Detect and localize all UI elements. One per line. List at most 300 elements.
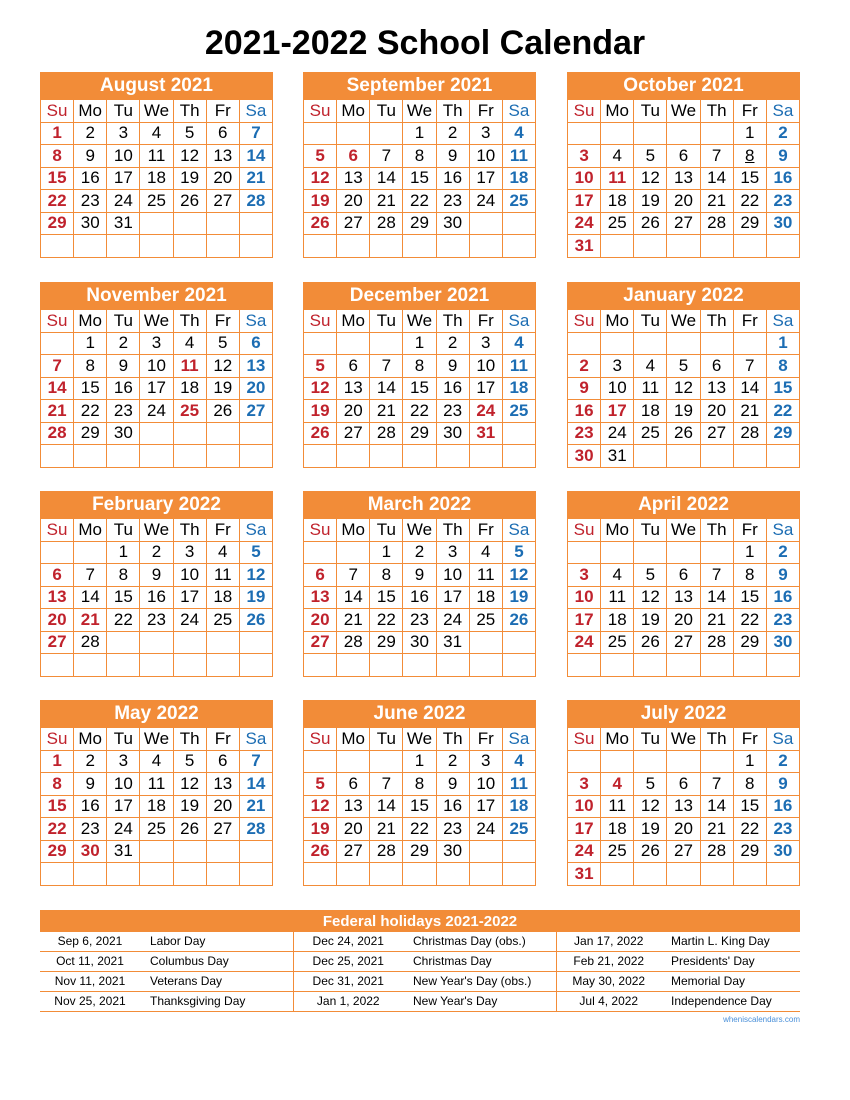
day-cell: 26 bbox=[304, 212, 337, 235]
day-cell: 27 bbox=[206, 190, 239, 213]
day-cell: 15 bbox=[766, 377, 799, 400]
weekday-header: Sa bbox=[239, 310, 272, 333]
weekday-header: Th bbox=[700, 310, 733, 333]
day-cell: 27 bbox=[337, 840, 370, 863]
day-cell: 20 bbox=[700, 400, 733, 423]
day-cell: 30 bbox=[568, 445, 601, 468]
day-cell: 23 bbox=[436, 400, 469, 423]
empty-cell bbox=[140, 422, 173, 445]
day-cell: 17 bbox=[601, 400, 634, 423]
day-cell: 21 bbox=[337, 609, 370, 632]
day-cell: 20 bbox=[667, 190, 700, 213]
day-cell: 24 bbox=[601, 422, 634, 445]
day-cell: 18 bbox=[469, 586, 502, 609]
day-cell: 16 bbox=[74, 167, 107, 190]
day-cell: 30 bbox=[107, 422, 140, 445]
empty-cell bbox=[173, 212, 206, 235]
weekday-header: Su bbox=[41, 100, 74, 123]
empty-cell bbox=[667, 445, 700, 468]
day-cell: 7 bbox=[337, 564, 370, 587]
empty-cell bbox=[601, 122, 634, 145]
day-cell: 29 bbox=[403, 422, 436, 445]
empty-cell bbox=[634, 541, 667, 564]
day-cell: 21 bbox=[239, 795, 272, 818]
empty-cell bbox=[140, 654, 173, 677]
empty-cell bbox=[74, 445, 107, 468]
day-cell: 23 bbox=[403, 609, 436, 632]
day-cell: 1 bbox=[733, 541, 766, 564]
month-title: August 2021 bbox=[40, 72, 273, 99]
day-cell: 30 bbox=[436, 212, 469, 235]
day-cell: 12 bbox=[304, 377, 337, 400]
day-cell: 12 bbox=[634, 586, 667, 609]
day-cell: 3 bbox=[568, 564, 601, 587]
empty-cell bbox=[74, 541, 107, 564]
weekday-header: Mo bbox=[337, 519, 370, 542]
day-cell: 16 bbox=[74, 795, 107, 818]
empty-cell bbox=[206, 863, 239, 886]
empty-cell bbox=[568, 541, 601, 564]
day-cell: 20 bbox=[667, 818, 700, 841]
empty-cell bbox=[733, 654, 766, 677]
day-cell: 2 bbox=[74, 122, 107, 145]
empty-cell bbox=[403, 654, 436, 677]
day-cell: 29 bbox=[766, 422, 799, 445]
holiday-name: Christmas Day (obs.) bbox=[403, 932, 556, 952]
day-cell: 13 bbox=[667, 586, 700, 609]
day-cell: 3 bbox=[140, 332, 173, 355]
empty-cell bbox=[74, 235, 107, 258]
day-cell: 19 bbox=[634, 190, 667, 213]
empty-cell bbox=[700, 541, 733, 564]
day-cell: 26 bbox=[634, 212, 667, 235]
empty-cell bbox=[667, 541, 700, 564]
day-cell: 21 bbox=[74, 609, 107, 632]
day-cell: 27 bbox=[239, 400, 272, 423]
holiday-date: Jan 1, 2022 bbox=[293, 992, 403, 1012]
day-cell: 20 bbox=[337, 400, 370, 423]
day-cell: 7 bbox=[41, 355, 74, 378]
empty-cell bbox=[74, 863, 107, 886]
weekday-header: Su bbox=[304, 100, 337, 123]
holiday-name: New Year's Day (obs.) bbox=[403, 972, 556, 992]
day-cell: 27 bbox=[206, 818, 239, 841]
day-cell: 19 bbox=[304, 190, 337, 213]
month-calendar bbox=[303, 491, 536, 677]
empty-cell bbox=[700, 235, 733, 258]
day-cell: 21 bbox=[733, 400, 766, 423]
empty-cell bbox=[107, 863, 140, 886]
day-cell: 2 bbox=[74, 750, 107, 773]
empty-cell bbox=[370, 122, 403, 145]
day-cell: 13 bbox=[239, 355, 272, 378]
day-cell: 10 bbox=[469, 355, 502, 378]
day-cell: 7 bbox=[239, 750, 272, 773]
empty-cell bbox=[140, 212, 173, 235]
weekday-header: Sa bbox=[239, 728, 272, 751]
day-cell: 12 bbox=[304, 167, 337, 190]
day-cell: 15 bbox=[107, 586, 140, 609]
day-cell: 10 bbox=[601, 377, 634, 400]
day-cell: 9 bbox=[766, 564, 799, 587]
day-cell: 18 bbox=[140, 167, 173, 190]
empty-cell bbox=[173, 631, 206, 654]
day-cell: 11 bbox=[502, 355, 535, 378]
day-cell: 16 bbox=[403, 586, 436, 609]
day-cell: 9 bbox=[74, 145, 107, 168]
weekday-header: Sa bbox=[766, 310, 799, 333]
day-cell: 11 bbox=[502, 773, 535, 796]
day-cell: 3 bbox=[568, 145, 601, 168]
empty-cell bbox=[107, 654, 140, 677]
empty-cell bbox=[469, 654, 502, 677]
empty-cell bbox=[140, 863, 173, 886]
empty-cell bbox=[239, 654, 272, 677]
weekday-header: We bbox=[403, 310, 436, 333]
empty-cell bbox=[436, 654, 469, 677]
empty-cell bbox=[173, 235, 206, 258]
credit-link[interactable]: wheniscalendars.com bbox=[723, 1015, 800, 1024]
empty-cell bbox=[239, 212, 272, 235]
day-cell: 26 bbox=[206, 400, 239, 423]
day-cell: 1 bbox=[74, 332, 107, 355]
day-cell: 1 bbox=[107, 541, 140, 564]
empty-cell bbox=[601, 863, 634, 886]
empty-cell bbox=[502, 235, 535, 258]
day-cell: 24 bbox=[436, 609, 469, 632]
day-cell: 19 bbox=[239, 586, 272, 609]
day-cell: 21 bbox=[370, 400, 403, 423]
empty-cell bbox=[502, 654, 535, 677]
day-cell: 20 bbox=[206, 795, 239, 818]
holiday-name: New Year's Day bbox=[403, 992, 556, 1012]
empty-cell bbox=[634, 332, 667, 355]
day-cell: 15 bbox=[733, 795, 766, 818]
day-cell: 21 bbox=[700, 609, 733, 632]
day-cell: 8 bbox=[733, 145, 766, 168]
day-cell: 29 bbox=[370, 631, 403, 654]
day-cell: 26 bbox=[502, 609, 535, 632]
day-cell: 30 bbox=[403, 631, 436, 654]
day-cell: 3 bbox=[469, 332, 502, 355]
day-cell: 14 bbox=[74, 586, 107, 609]
empty-cell bbox=[700, 750, 733, 773]
empty-cell bbox=[107, 631, 140, 654]
day-cell: 25 bbox=[601, 840, 634, 863]
empty-cell bbox=[667, 332, 700, 355]
month-title: May 2022 bbox=[40, 700, 273, 727]
day-cell: 10 bbox=[107, 145, 140, 168]
day-cell: 17 bbox=[469, 795, 502, 818]
month-title: September 2021 bbox=[303, 72, 536, 99]
day-cell: 13 bbox=[337, 377, 370, 400]
day-cell: 4 bbox=[140, 122, 173, 145]
day-cell: 14 bbox=[337, 586, 370, 609]
day-cell: 31 bbox=[568, 863, 601, 886]
month-title: June 2022 bbox=[303, 700, 536, 727]
day-cell: 16 bbox=[107, 377, 140, 400]
day-cell: 6 bbox=[337, 355, 370, 378]
weekday-header: Sa bbox=[766, 728, 799, 751]
empty-cell bbox=[304, 235, 337, 258]
day-cell: 1 bbox=[41, 750, 74, 773]
day-cell: 20 bbox=[41, 609, 74, 632]
day-cell: 21 bbox=[370, 190, 403, 213]
holiday-name: Veterans Day bbox=[140, 972, 293, 992]
month-title: July 2022 bbox=[567, 700, 800, 727]
day-cell: 16 bbox=[568, 400, 601, 423]
holiday-name: Christmas Day bbox=[403, 952, 556, 972]
empty-cell bbox=[766, 235, 799, 258]
weekday-header: Mo bbox=[74, 310, 107, 333]
day-cell: 22 bbox=[107, 609, 140, 632]
day-cell: 15 bbox=[41, 795, 74, 818]
day-cell: 23 bbox=[140, 609, 173, 632]
day-cell: 6 bbox=[206, 750, 239, 773]
day-cell: 2 bbox=[403, 541, 436, 564]
day-cell: 9 bbox=[74, 773, 107, 796]
day-cell: 13 bbox=[206, 773, 239, 796]
day-cell: 14 bbox=[700, 795, 733, 818]
empty-cell bbox=[370, 235, 403, 258]
day-cell: 14 bbox=[239, 145, 272, 168]
day-cell: 24 bbox=[568, 212, 601, 235]
day-cell: 28 bbox=[733, 422, 766, 445]
empty-cell bbox=[700, 122, 733, 145]
weekday-header: Tu bbox=[107, 519, 140, 542]
day-cell: 19 bbox=[634, 818, 667, 841]
weekday-header: Su bbox=[41, 728, 74, 751]
day-cell: 6 bbox=[206, 122, 239, 145]
day-cell: 30 bbox=[74, 212, 107, 235]
holiday-date: Nov 11, 2021 bbox=[40, 972, 140, 992]
weekday-header: We bbox=[667, 728, 700, 751]
day-cell: 16 bbox=[436, 167, 469, 190]
weekday-header: We bbox=[403, 100, 436, 123]
day-cell: 10 bbox=[469, 145, 502, 168]
empty-cell bbox=[436, 863, 469, 886]
day-cell: 7 bbox=[700, 564, 733, 587]
weekday-header: Th bbox=[436, 100, 469, 123]
day-cell: 12 bbox=[634, 795, 667, 818]
day-cell: 17 bbox=[568, 609, 601, 632]
day-cell: 6 bbox=[239, 332, 272, 355]
weekday-header: We bbox=[403, 519, 436, 542]
empty-cell bbox=[502, 631, 535, 654]
day-cell: 7 bbox=[700, 773, 733, 796]
day-cell: 18 bbox=[601, 818, 634, 841]
day-cell: 6 bbox=[337, 773, 370, 796]
weekday-header: Tu bbox=[107, 310, 140, 333]
day-cell: 4 bbox=[502, 332, 535, 355]
day-cell: 8 bbox=[403, 355, 436, 378]
day-cell: 2 bbox=[140, 541, 173, 564]
empty-cell bbox=[700, 863, 733, 886]
month-calendar bbox=[303, 282, 536, 468]
empty-cell bbox=[370, 332, 403, 355]
weekday-header: Su bbox=[568, 100, 601, 123]
empty-cell bbox=[403, 445, 436, 468]
day-cell: 15 bbox=[370, 586, 403, 609]
weekday-header: Tu bbox=[107, 728, 140, 751]
empty-cell bbox=[140, 631, 173, 654]
day-cell: 18 bbox=[140, 795, 173, 818]
day-cell: 18 bbox=[634, 400, 667, 423]
weekday-header: Mo bbox=[337, 728, 370, 751]
weekday-header: We bbox=[140, 310, 173, 333]
day-cell: 4 bbox=[601, 773, 634, 796]
empty-cell bbox=[337, 863, 370, 886]
day-cell: 9 bbox=[766, 773, 799, 796]
day-cell: 9 bbox=[568, 377, 601, 400]
empty-cell bbox=[634, 654, 667, 677]
empty-cell bbox=[733, 863, 766, 886]
weekday-header: Sa bbox=[502, 310, 535, 333]
weekday-header: We bbox=[140, 728, 173, 751]
empty-cell bbox=[700, 445, 733, 468]
day-cell: 5 bbox=[634, 773, 667, 796]
day-cell: 17 bbox=[568, 190, 601, 213]
day-cell: 10 bbox=[568, 795, 601, 818]
day-cell: 5 bbox=[304, 355, 337, 378]
day-cell: 15 bbox=[403, 795, 436, 818]
day-cell: 6 bbox=[667, 773, 700, 796]
empty-cell bbox=[370, 445, 403, 468]
day-cell: 15 bbox=[403, 377, 436, 400]
day-cell: 14 bbox=[239, 773, 272, 796]
empty-cell bbox=[239, 840, 272, 863]
empty-cell bbox=[370, 654, 403, 677]
empty-cell bbox=[568, 122, 601, 145]
day-cell: 5 bbox=[634, 564, 667, 587]
day-cell: 19 bbox=[206, 377, 239, 400]
empty-cell bbox=[733, 445, 766, 468]
day-cell: 10 bbox=[568, 167, 601, 190]
empty-cell bbox=[667, 654, 700, 677]
day-cell: 8 bbox=[403, 773, 436, 796]
empty-cell bbox=[239, 445, 272, 468]
day-cell: 1 bbox=[403, 332, 436, 355]
empty-cell bbox=[41, 654, 74, 677]
day-cell: 28 bbox=[239, 818, 272, 841]
holiday-date: Dec 24, 2021 bbox=[293, 932, 403, 952]
day-cell: 17 bbox=[107, 795, 140, 818]
weekday-header: Th bbox=[700, 519, 733, 542]
empty-cell bbox=[403, 863, 436, 886]
day-cell: 30 bbox=[436, 422, 469, 445]
day-cell: 25 bbox=[601, 212, 634, 235]
day-cell: 15 bbox=[74, 377, 107, 400]
day-cell: 3 bbox=[568, 773, 601, 796]
day-cell: 2 bbox=[436, 332, 469, 355]
day-cell: 3 bbox=[436, 541, 469, 564]
day-cell: 3 bbox=[469, 122, 502, 145]
day-cell: 1 bbox=[733, 122, 766, 145]
day-cell: 7 bbox=[700, 145, 733, 168]
weekday-header: Mo bbox=[74, 728, 107, 751]
empty-cell bbox=[41, 445, 74, 468]
day-cell: 4 bbox=[634, 355, 667, 378]
empty-cell bbox=[634, 863, 667, 886]
day-cell: 7 bbox=[239, 122, 272, 145]
empty-cell bbox=[173, 840, 206, 863]
day-cell: 8 bbox=[733, 564, 766, 587]
day-cell: 18 bbox=[173, 377, 206, 400]
weekday-header: Th bbox=[436, 310, 469, 333]
weekday-header: Fr bbox=[469, 100, 502, 123]
weekday-header: Th bbox=[173, 519, 206, 542]
day-cell: 12 bbox=[667, 377, 700, 400]
day-cell: 13 bbox=[337, 167, 370, 190]
day-cell: 4 bbox=[140, 750, 173, 773]
empty-cell bbox=[304, 122, 337, 145]
empty-cell bbox=[41, 235, 74, 258]
weekday-header: Th bbox=[436, 519, 469, 542]
day-cell: 20 bbox=[337, 190, 370, 213]
weekday-header: Sa bbox=[502, 100, 535, 123]
day-cell: 19 bbox=[304, 818, 337, 841]
day-cell: 13 bbox=[304, 586, 337, 609]
day-cell: 6 bbox=[337, 145, 370, 168]
day-cell: 10 bbox=[173, 564, 206, 587]
day-cell: 18 bbox=[502, 795, 535, 818]
day-cell: 11 bbox=[502, 145, 535, 168]
empty-cell bbox=[107, 445, 140, 468]
month-calendar bbox=[40, 282, 273, 468]
empty-cell bbox=[239, 863, 272, 886]
empty-cell bbox=[733, 235, 766, 258]
day-cell: 5 bbox=[206, 332, 239, 355]
empty-cell bbox=[502, 212, 535, 235]
empty-cell bbox=[206, 445, 239, 468]
day-cell: 6 bbox=[41, 564, 74, 587]
day-cell: 10 bbox=[107, 773, 140, 796]
weekday-header: Tu bbox=[370, 310, 403, 333]
day-cell: 4 bbox=[173, 332, 206, 355]
day-cell: 6 bbox=[700, 355, 733, 378]
weekday-header: Th bbox=[173, 310, 206, 333]
day-cell: 15 bbox=[403, 167, 436, 190]
day-cell: 2 bbox=[436, 750, 469, 773]
empty-cell bbox=[667, 750, 700, 773]
empty-cell bbox=[733, 332, 766, 355]
empty-cell bbox=[107, 235, 140, 258]
empty-cell bbox=[601, 750, 634, 773]
empty-cell bbox=[634, 445, 667, 468]
page-title: 2021-2022 School Calendar bbox=[204, 24, 646, 62]
day-cell: 27 bbox=[337, 212, 370, 235]
day-cell: 23 bbox=[74, 190, 107, 213]
empty-cell bbox=[337, 654, 370, 677]
day-cell: 22 bbox=[41, 190, 74, 213]
day-cell: 21 bbox=[41, 400, 74, 423]
day-cell: 9 bbox=[107, 355, 140, 378]
day-cell: 25 bbox=[173, 400, 206, 423]
day-cell: 19 bbox=[634, 609, 667, 632]
day-cell: 15 bbox=[733, 586, 766, 609]
day-cell: 17 bbox=[469, 167, 502, 190]
empty-cell bbox=[370, 863, 403, 886]
day-cell: 7 bbox=[370, 773, 403, 796]
day-cell: 23 bbox=[436, 190, 469, 213]
empty-cell bbox=[173, 422, 206, 445]
month-title: October 2021 bbox=[567, 72, 800, 99]
day-cell: 26 bbox=[173, 190, 206, 213]
day-cell: 23 bbox=[74, 818, 107, 841]
day-cell: 28 bbox=[700, 840, 733, 863]
day-cell: 18 bbox=[502, 377, 535, 400]
day-cell: 22 bbox=[403, 818, 436, 841]
